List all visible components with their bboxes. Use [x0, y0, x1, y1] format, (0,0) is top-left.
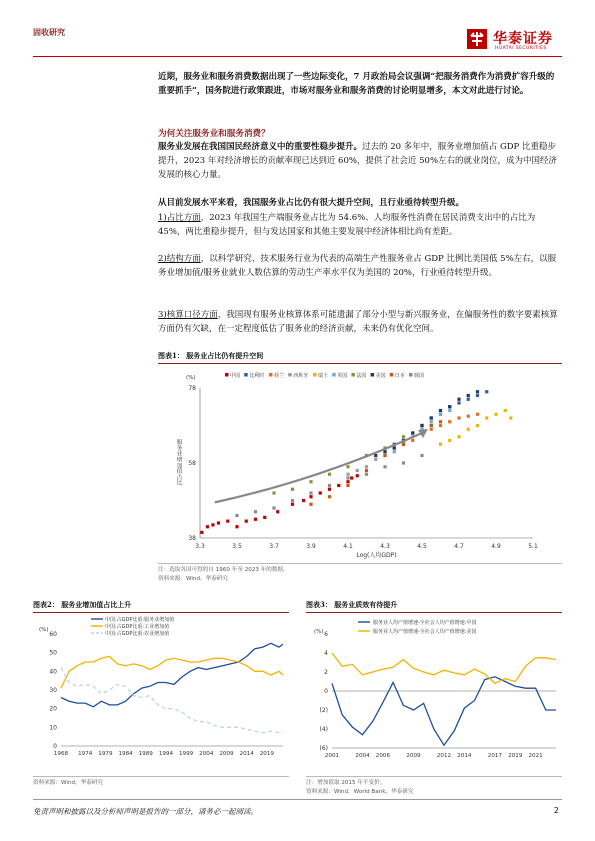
- legend-label: 日本: [394, 373, 405, 379]
- data-point: [448, 439, 451, 442]
- data-point: [337, 484, 340, 487]
- legend-marker: [269, 373, 273, 377]
- sec1-paragraph: [158, 140, 562, 182]
- data-point: [356, 469, 359, 472]
- data-point: [328, 473, 331, 476]
- y-tick-label: 0: [53, 743, 57, 750]
- fig3-note: 注：增加值取 2015 年不变价。: [306, 780, 386, 786]
- data-point: [211, 523, 214, 526]
- data-point: [206, 525, 209, 528]
- x-tick-label: 4.7: [454, 543, 464, 550]
- data-point: [439, 413, 442, 416]
- data-point: [439, 424, 442, 427]
- legend-label: 韩国: [414, 373, 425, 379]
- data-point: [457, 398, 460, 401]
- fig1-title: 图表1： 服务业占比仍有提升空间: [158, 351, 264, 360]
- data-point: [374, 458, 377, 461]
- data-point: [430, 424, 433, 427]
- data-point: [393, 446, 396, 449]
- huatai-logo: [467, 27, 567, 53]
- fig2-bottom-rule: [33, 776, 289, 777]
- legend-marker: [409, 373, 413, 377]
- data-point: [467, 428, 470, 431]
- legend-label: 西班牙: [293, 373, 309, 379]
- scatter-chart: [158, 366, 562, 562]
- data-point: [272, 491, 275, 494]
- data-point: [365, 465, 368, 468]
- x-axis-label: Log(人均GDP): [356, 552, 397, 559]
- data-point: [467, 394, 470, 397]
- x-tick-label: 2019: [259, 751, 274, 757]
- y-unit-label: (%): [314, 629, 324, 635]
- section-label: 固收研究: [33, 27, 65, 37]
- y-tick-label: 58: [188, 460, 196, 467]
- legend-label: 美国: [375, 373, 386, 379]
- y-unit-label: (%): [39, 627, 49, 633]
- data-point: [457, 416, 460, 419]
- data-point: [402, 435, 405, 438]
- data-point: [365, 469, 368, 472]
- y-unit-label: (%): [186, 375, 196, 381]
- y-tick-label: 10: [49, 724, 57, 732]
- x-tick-label: 4.1: [343, 543, 353, 550]
- y-tick-label: 30: [49, 687, 57, 694]
- legend-label: 中国: [230, 373, 241, 379]
- sec1-lead: 服务业发展在我国国民经济意义中的重要性稳步提升。: [158, 142, 363, 152]
- fig3-source: 资料来源：Wind，World Bank，华泰研究: [306, 789, 414, 795]
- data-point: [494, 413, 497, 416]
- data-point: [383, 454, 386, 457]
- data-point: [356, 474, 359, 477]
- data-point: [411, 431, 414, 434]
- x-tick-label: 1994: [158, 751, 174, 757]
- legend-marker: [390, 373, 394, 377]
- legend-label: 中国:占GDP比重:农业增加值: [105, 631, 170, 637]
- legend-marker: [332, 373, 336, 377]
- legend-label: 中国:占GDP比重:服务业增加值: [105, 617, 175, 623]
- p1-text: ，2023 年我国生产端服务业占比为 54.6%、人均服务性消费在居民消费支出中的占比为 45%，两比重稳步提升，但与发达国家和其他主要发展中经济体相比尚有差距。: [158, 213, 536, 237]
- sec2-p2: [158, 252, 562, 280]
- x-tick-label: 2009: [406, 753, 421, 759]
- data-point: [291, 499, 294, 502]
- x-tick-label: 4.3: [380, 543, 390, 550]
- section-heading: 为何关注服务业和服务消费？: [158, 129, 270, 139]
- data-point: [346, 473, 349, 476]
- intro-paragraph: 近期，服务业和服务消费数据出现了一些边际变化，7 月政治局会议强调“把服务消费作为消费扩容升级的重要抓手”，国务院进行政策跟进，市场对服务业和服务消费的讨论明显增多，本文对此进行讨论。: [158, 72, 555, 96]
- x-tick-label: 2017: [487, 753, 503, 759]
- data-point: [328, 495, 331, 498]
- sec2-p1: [158, 211, 562, 239]
- data-point: [448, 420, 451, 423]
- data-point: [226, 520, 229, 523]
- x-tick-label: 3.5: [232, 543, 242, 550]
- y-tick-label: 4: [324, 650, 328, 657]
- footer-divider: [33, 799, 562, 800]
- data-point: [302, 499, 305, 502]
- huatai-logo-icon: [467, 29, 487, 49]
- data-point: [309, 491, 312, 494]
- line-chart-share: [33, 614, 289, 774]
- x-tick-label: 2001: [324, 753, 340, 759]
- data-point: [346, 480, 349, 483]
- y-tick-label: 40: [49, 668, 57, 676]
- p3-text: ，我国现有服务业核算体系可能遗漏了部分小型与新兴服务业，在偏服务性的数字要素核算方面仍有欠缺，在一定程度低估了服务业的经济贡献，未来仍有优化空间。: [158, 310, 558, 334]
- data-point: [430, 420, 433, 423]
- fig3-rule: [306, 612, 562, 613]
- legend-marker: [313, 373, 317, 377]
- data-point: [328, 488, 331, 491]
- data-point: [276, 510, 279, 513]
- fig1-source: 资料来源：Wind、华泰研究: [158, 576, 228, 582]
- data-point: [254, 518, 257, 521]
- data-point: [457, 435, 460, 438]
- x-tick-label: 2009: [219, 751, 234, 757]
- data-point: [346, 476, 349, 479]
- y-tick-label: (6): [319, 745, 328, 752]
- legend-marker: [288, 373, 292, 377]
- data-point: [235, 525, 238, 528]
- data-point: [291, 503, 294, 506]
- legend-label: 法国: [356, 373, 367, 379]
- legend-label: 荷兰: [274, 373, 285, 379]
- data-point: [217, 521, 220, 524]
- data-point: [439, 420, 442, 423]
- legend-marker: [371, 373, 375, 377]
- data-point: [402, 461, 405, 464]
- data-point: [350, 476, 353, 479]
- legend-marker: [351, 373, 355, 377]
- y-tick-label: 0: [324, 688, 328, 695]
- data-point: [509, 416, 512, 419]
- data-point: [328, 484, 331, 487]
- y-axis-label: 服务业增加值占比: [175, 439, 181, 486]
- series-line: [332, 677, 556, 745]
- data-point: [346, 484, 349, 487]
- data-point: [254, 510, 257, 513]
- data-point: [485, 416, 488, 419]
- data-point: [504, 409, 507, 412]
- x-tick-label: 1999: [179, 751, 194, 757]
- fig1-bottom-rule: [158, 563, 562, 564]
- data-point: [467, 398, 470, 401]
- fig3-title: 图表3： 服务业质效有待提升: [306, 600, 398, 609]
- x-tick-label: 2014: [457, 753, 472, 759]
- sec1-text: 过去的 20 多年中，服务业增加值占 GDP 比重稳步提升，2023 年对经济增长的贡献率现已达到近 60%，提供了社会近 50%左右的就业岗位，成为中国经济发展的核心力量。: [158, 142, 558, 180]
- data-point: [319, 491, 322, 494]
- x-tick-label: 1989: [138, 751, 153, 757]
- data-point: [402, 443, 405, 446]
- data-point: [448, 405, 451, 408]
- data-point: [235, 514, 238, 517]
- series-line: [332, 653, 556, 683]
- x-tick-label: 1984: [118, 751, 133, 757]
- data-point: [476, 394, 479, 397]
- data-point: [374, 454, 377, 457]
- data-point: [485, 390, 488, 393]
- x-tick-label: 3.7: [269, 543, 279, 550]
- sec2-p3: [158, 308, 562, 336]
- data-point: [346, 465, 349, 468]
- data-point: [309, 495, 312, 498]
- x-tick-label: 2004: [355, 753, 370, 759]
- data-point: [430, 416, 433, 419]
- legend-marker: [244, 373, 248, 377]
- fig3-bottom-rule: [306, 776, 562, 777]
- series-line: [61, 643, 283, 707]
- fig1-note: 注：选取各国可得的自 1960 年至 2023 年的数据。: [158, 567, 289, 573]
- p2-text: ，以科学研究、技术服务行业为代表的高端生产性服务业占 GDP 比例比美国低 5%左右，以服务业增加值/服务业就业人数估算的劳动生产率水平仅为美国的 20%，行业亟待转型升级。: [158, 254, 557, 278]
- data-point: [245, 520, 248, 523]
- y-tick-label: (4): [319, 726, 328, 733]
- legend-label: 瑞士: [318, 373, 329, 379]
- x-tick-label: 1974: [78, 751, 93, 757]
- fig2-source: 资料来源：Wind，华泰研究: [33, 780, 103, 786]
- data-point: [309, 503, 312, 506]
- data-point: [467, 415, 470, 418]
- legend-label: 服务业人均产值增速-全社会人均产值增速:美国: [373, 629, 477, 635]
- x-tick-label: 1979: [98, 751, 113, 757]
- y-tick-label: 2: [324, 669, 328, 676]
- p3-label: 3)核算口径方面: [158, 310, 218, 320]
- p1-label: 1)占比方面: [158, 213, 201, 223]
- x-tick-label: 2004: [199, 751, 214, 757]
- logo-cn: 华泰证券: [493, 31, 553, 47]
- p2-label: 2)结构方面: [158, 254, 201, 264]
- x-tick-label: 1968: [53, 751, 69, 757]
- x-tick-label: 3.9: [306, 543, 316, 550]
- fig2-rule: [33, 612, 289, 613]
- x-tick-label: 2014: [239, 751, 254, 757]
- x-tick-label: 4.5: [417, 543, 427, 550]
- x-tick-label: 4.9: [491, 543, 501, 550]
- fig2-title: 图表2： 服务业增加值占比上升: [33, 600, 132, 609]
- y-tick-label: 6: [324, 631, 328, 638]
- data-point: [448, 409, 451, 412]
- legend-label: 服务业人均产值增速-全社会人均产值增速:中国: [373, 620, 477, 626]
- y-tick-label: 50: [49, 649, 57, 657]
- data-point: [263, 516, 266, 519]
- data-point: [272, 506, 275, 509]
- trend-arrow: [215, 433, 422, 502]
- x-tick-label: 2021: [528, 753, 543, 759]
- data-point: [430, 428, 433, 431]
- y-tick-label: (2): [319, 707, 328, 714]
- legend-label: 英国: [337, 373, 348, 379]
- legend-marker: [225, 373, 229, 377]
- data-point: [309, 480, 312, 483]
- data-point: [439, 409, 442, 412]
- y-tick-label: 20: [49, 705, 57, 713]
- sec2-lead: 从目前发展水平来看，我国服务业占比仍有很大提升空间，且行业亟待转型升级。: [158, 198, 465, 208]
- data-point: [383, 465, 386, 468]
- y-tick-label: 38: [188, 535, 196, 542]
- data-point: [200, 531, 203, 534]
- x-tick-label: 2006: [375, 753, 391, 759]
- x-tick-label: 5.1: [528, 543, 538, 550]
- legend-label: 比利时: [249, 373, 265, 379]
- data-point: [393, 450, 396, 453]
- header-divider: [33, 56, 562, 57]
- data-point: [365, 473, 368, 476]
- disclaimer: 免责声明和披露以及分析师声明是报告的一部分，请务必一起阅读。: [33, 807, 258, 816]
- data-point: [439, 443, 442, 446]
- data-point: [420, 424, 423, 427]
- x-tick-label: 2019: [508, 753, 523, 759]
- legend-label: 中国:占GDP比重:工业增加值: [105, 624, 170, 630]
- data-point: [476, 424, 479, 427]
- data-point: [476, 413, 479, 416]
- fig1-rule: [158, 363, 562, 364]
- data-point: [291, 488, 294, 491]
- series-line: [61, 668, 283, 733]
- data-point: [476, 390, 479, 393]
- x-tick-label: 3.3: [195, 543, 205, 550]
- line-chart-productivity: [306, 614, 562, 774]
- data-point: [457, 401, 460, 404]
- page-number: 2: [553, 806, 559, 815]
- x-tick-label: 2012: [436, 753, 452, 759]
- y-tick-label: 78: [188, 385, 196, 392]
- data-point: [383, 450, 386, 453]
- data-point: [420, 454, 423, 457]
- data-point: [411, 439, 414, 442]
- logo-en: HUATAI SECURITIES: [495, 46, 547, 51]
- y-tick-label: 60: [49, 631, 57, 638]
